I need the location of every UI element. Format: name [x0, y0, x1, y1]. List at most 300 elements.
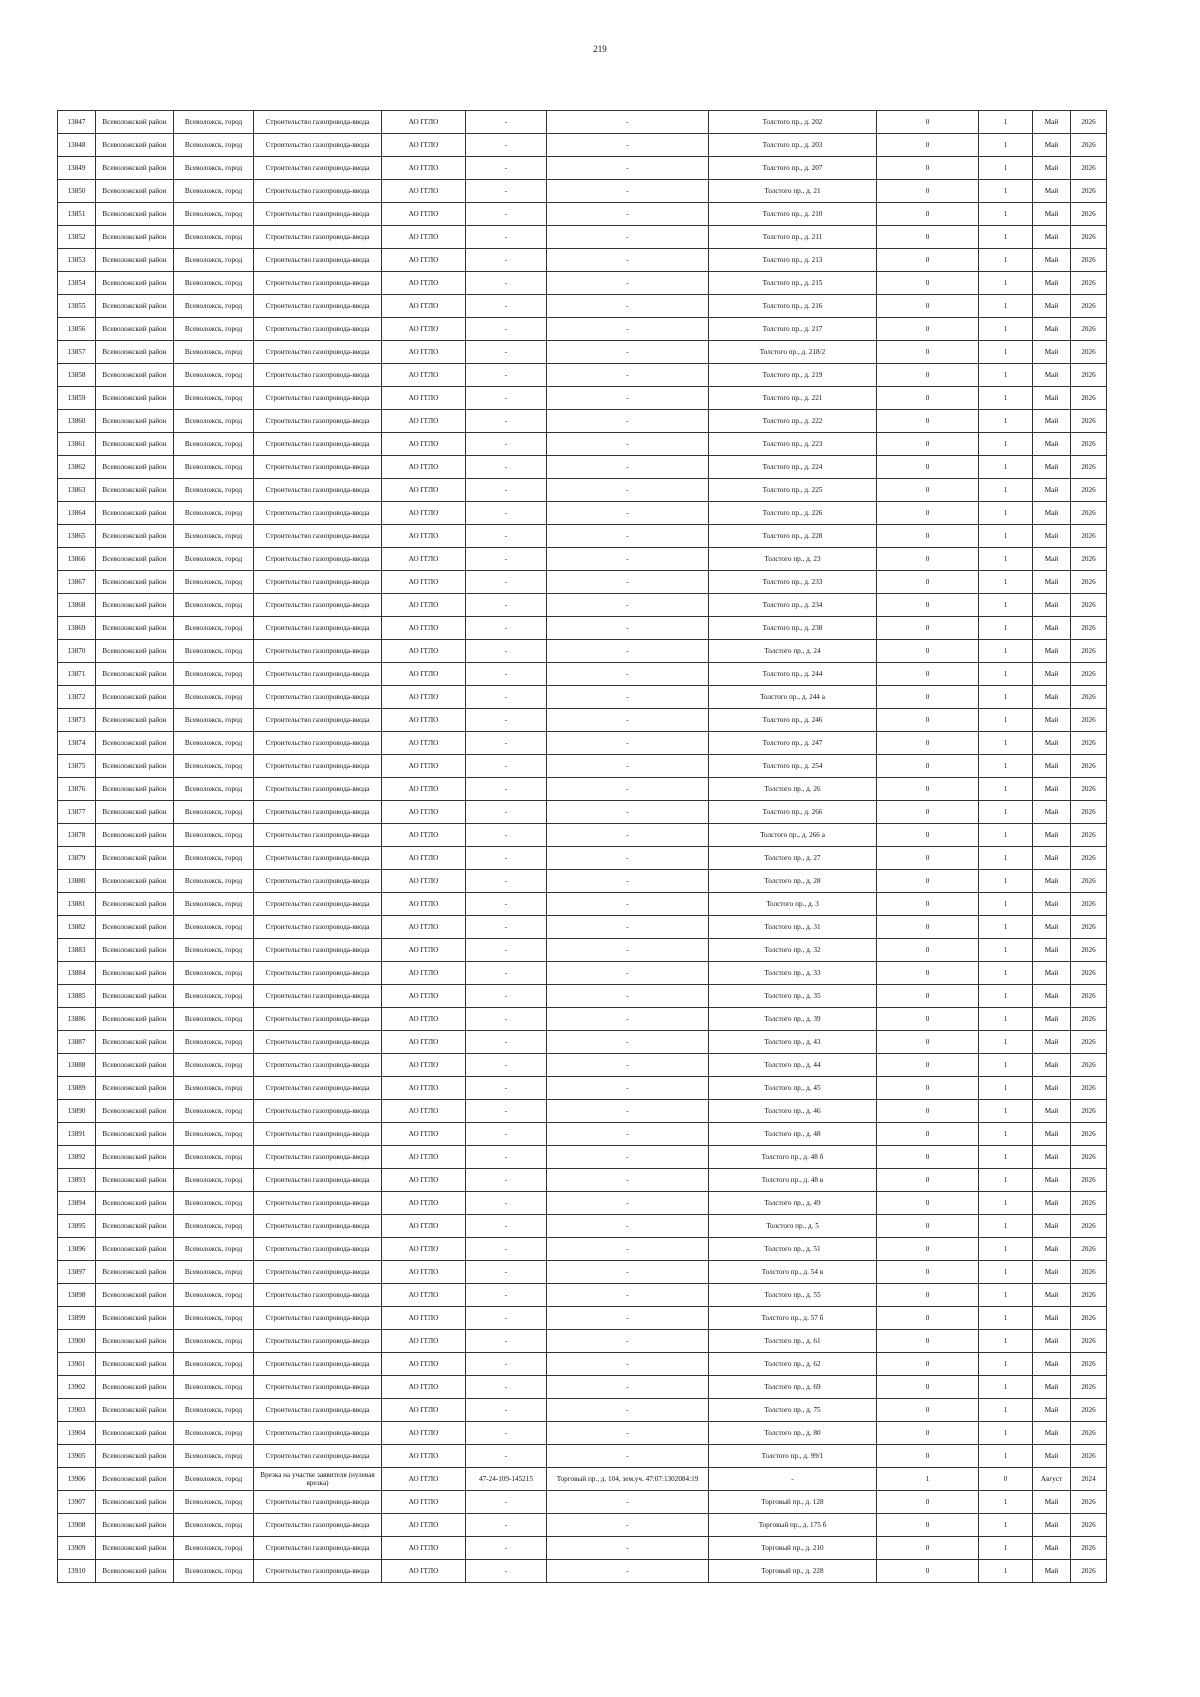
address-cell: Толстого пр., д. 3 — [709, 893, 877, 916]
row-number: 13910 — [58, 1560, 96, 1583]
work-type-cell: Строительство газопровода-ввода — [254, 1284, 382, 1307]
work-type-cell: Строительство газопровода-ввода — [254, 1008, 382, 1031]
application-number-cell: - — [466, 916, 547, 939]
month-cell: Май — [1033, 1491, 1071, 1514]
value-a-cell: 0 — [877, 341, 979, 364]
district-cell: Всеволожский район — [96, 502, 174, 525]
settlement-cell: Всеволожск, город — [174, 295, 254, 318]
application-number-cell: - — [466, 1537, 547, 1560]
month-cell: Май — [1033, 962, 1071, 985]
district-cell: Всеволожский район — [96, 778, 174, 801]
organization-cell: АО ГГЛО — [382, 318, 466, 341]
month-cell: Май — [1033, 456, 1071, 479]
address-cell: Толстого пр., д. 244 а — [709, 686, 877, 709]
year-cell: 2026 — [1071, 1169, 1107, 1192]
organization-cell: АО ГГЛО — [382, 640, 466, 663]
table-row — [58, 1445, 1107, 1468]
value-b-cell: 1 — [979, 916, 1033, 939]
month-cell: Май — [1033, 1284, 1071, 1307]
organization-cell: АО ГГЛО — [382, 1284, 466, 1307]
work-type-cell: Врезка на участке заявителя (нулевая врезка) — [254, 1468, 382, 1491]
year-cell: 2026 — [1071, 341, 1107, 364]
month-cell: Май — [1033, 1146, 1071, 1169]
work-type-cell: Строительство газопровода-ввода — [254, 1560, 382, 1583]
settlement-cell: Всеволожск, город — [174, 709, 254, 732]
work-type-cell: Строительство газопровода-ввода — [254, 1169, 382, 1192]
table-row — [58, 939, 1107, 962]
application-number-cell: - — [466, 893, 547, 916]
settlement-cell: Всеволожск, город — [174, 1537, 254, 1560]
value-a-cell: 0 — [877, 1100, 979, 1123]
address-cell: Торговый пр., д. 228 — [709, 1560, 877, 1583]
work-type-cell: Строительство газопровода-ввода — [254, 111, 382, 134]
year-cell: 2026 — [1071, 1445, 1107, 1468]
application-number-cell: - — [466, 1077, 547, 1100]
year-cell: 2026 — [1071, 1261, 1107, 1284]
work-type-cell: Строительство газопровода-ввода — [254, 479, 382, 502]
table-row — [58, 479, 1107, 502]
address-cell: Толстого пр., д. 45 — [709, 1077, 877, 1100]
year-cell: 2026 — [1071, 387, 1107, 410]
table-row — [58, 226, 1107, 249]
work-type-cell: Строительство газопровода-ввода — [254, 1399, 382, 1422]
year-cell: 2026 — [1071, 1100, 1107, 1123]
row-number: 13855 — [58, 295, 96, 318]
row-number: 13897 — [58, 1261, 96, 1284]
address-cell: Толстого пр., д. 244 — [709, 663, 877, 686]
row-number: 13904 — [58, 1422, 96, 1445]
district-cell: Всеволожский район — [96, 249, 174, 272]
application-number-cell: - — [466, 1146, 547, 1169]
value-b-cell: 1 — [979, 272, 1033, 295]
table-row — [58, 525, 1107, 548]
organization-cell: АО ГГЛО — [382, 249, 466, 272]
year-cell: 2026 — [1071, 663, 1107, 686]
year-cell: 2026 — [1071, 479, 1107, 502]
row-number: 13886 — [58, 1008, 96, 1031]
value-b-cell: 1 — [979, 870, 1033, 893]
address-cell: Толстого пр., д. 266 а — [709, 824, 877, 847]
organization-cell: АО ГГЛО — [382, 272, 466, 295]
address-cell: Толстого пр., д. 246 — [709, 709, 877, 732]
row-number: 13869 — [58, 617, 96, 640]
year-cell: 2026 — [1071, 111, 1107, 134]
value-a-cell: 0 — [877, 1054, 979, 1077]
work-type-cell: Строительство газопровода-ввода — [254, 801, 382, 824]
row-number: 13892 — [58, 1146, 96, 1169]
application-number-cell: - — [466, 778, 547, 801]
table-row — [58, 663, 1107, 686]
organization-cell: АО ГГЛО — [382, 1514, 466, 1537]
organization-cell: АО ГГЛО — [382, 479, 466, 502]
value-b-cell: 1 — [979, 1215, 1033, 1238]
year-cell: 2026 — [1071, 1307, 1107, 1330]
year-cell: 2026 — [1071, 916, 1107, 939]
table-row — [58, 341, 1107, 364]
settlement-cell: Всеволожск, город — [174, 778, 254, 801]
table-row — [58, 1422, 1107, 1445]
year-cell: 2026 — [1071, 502, 1107, 525]
application-number-cell: - — [466, 870, 547, 893]
value-a-cell: 0 — [877, 1514, 979, 1537]
location-cell: - — [547, 272, 709, 295]
settlement-cell: Всеволожск, город — [174, 939, 254, 962]
address-cell: Толстого пр., д. 44 — [709, 1054, 877, 1077]
table-row — [58, 824, 1107, 847]
organization-cell: АО ГГЛО — [382, 1445, 466, 1468]
address-cell: Толстого пр., д. 32 — [709, 939, 877, 962]
table-row — [58, 1514, 1107, 1537]
value-b-cell: 1 — [979, 525, 1033, 548]
application-number-cell: - — [466, 1445, 547, 1468]
organization-cell: АО ГГЛО — [382, 594, 466, 617]
location-cell: - — [547, 686, 709, 709]
table-row — [58, 1054, 1107, 1077]
settlement-cell: Всеволожск, город — [174, 1192, 254, 1215]
value-b-cell: 1 — [979, 732, 1033, 755]
table-row — [58, 318, 1107, 341]
organization-cell: АО ГГЛО — [382, 1146, 466, 1169]
value-a-cell: 0 — [877, 686, 979, 709]
row-number: 13862 — [58, 456, 96, 479]
value-b-cell: 1 — [979, 1192, 1033, 1215]
month-cell: Май — [1033, 1169, 1071, 1192]
year-cell: 2026 — [1071, 962, 1107, 985]
address-cell: Толстого пр., д. 46 — [709, 1100, 877, 1123]
year-cell: 2026 — [1071, 1031, 1107, 1054]
district-cell: Всеволожский район — [96, 157, 174, 180]
value-a-cell: 0 — [877, 1284, 979, 1307]
table-row — [58, 732, 1107, 755]
month-cell: Май — [1033, 916, 1071, 939]
year-cell: 2026 — [1071, 1399, 1107, 1422]
value-b-cell: 1 — [979, 1100, 1033, 1123]
work-type-cell: Строительство газопровода-ввода — [254, 1261, 382, 1284]
row-number: 13873 — [58, 709, 96, 732]
work-type-cell: Строительство газопровода-ввода — [254, 456, 382, 479]
application-number-cell: - — [466, 939, 547, 962]
settlement-cell: Всеволожск, город — [174, 226, 254, 249]
settlement-cell: Всеволожск, город — [174, 1215, 254, 1238]
year-cell: 2026 — [1071, 226, 1107, 249]
value-b-cell: 1 — [979, 318, 1033, 341]
value-a-cell: 0 — [877, 134, 979, 157]
value-a-cell: 0 — [877, 1491, 979, 1514]
district-cell: Всеволожский район — [96, 801, 174, 824]
year-cell: 2026 — [1071, 640, 1107, 663]
year-cell: 2026 — [1071, 594, 1107, 617]
settlement-cell: Всеволожск, город — [174, 1146, 254, 1169]
address-cell: Толстого пр., д. 99/1 — [709, 1445, 877, 1468]
application-number-cell: - — [466, 709, 547, 732]
year-cell: 2026 — [1071, 1330, 1107, 1353]
row-number: 13872 — [58, 686, 96, 709]
table-row — [58, 1100, 1107, 1123]
year-cell: 2026 — [1071, 295, 1107, 318]
year-cell: 2026 — [1071, 272, 1107, 295]
value-a-cell: 0 — [877, 226, 979, 249]
address-cell: Толстого пр., д. 219 — [709, 364, 877, 387]
year-cell: 2026 — [1071, 571, 1107, 594]
district-cell: Всеволожский район — [96, 1330, 174, 1353]
month-cell: Май — [1033, 985, 1071, 1008]
table-row — [58, 893, 1107, 916]
address-cell: Толстого пр., д. 28 — [709, 870, 877, 893]
district-cell: Всеволожский район — [96, 709, 174, 732]
value-b-cell: 1 — [979, 1514, 1033, 1537]
settlement-cell: Всеволожск, город — [174, 1445, 254, 1468]
work-type-cell: Строительство газопровода-ввода — [254, 594, 382, 617]
settlement-cell: Всеволожск, город — [174, 870, 254, 893]
table-row — [58, 617, 1107, 640]
settlement-cell: Всеволожск, город — [174, 893, 254, 916]
table-row — [58, 1307, 1107, 1330]
table-row — [58, 778, 1107, 801]
value-b-cell: 1 — [979, 203, 1033, 226]
table-row — [58, 1491, 1107, 1514]
row-number: 13896 — [58, 1238, 96, 1261]
district-cell: Всеволожский район — [96, 985, 174, 1008]
address-cell: Толстого пр., д. 48 б — [709, 1146, 877, 1169]
application-number-cell: - — [466, 1399, 547, 1422]
row-number: 13889 — [58, 1077, 96, 1100]
value-a-cell: 0 — [877, 594, 979, 617]
year-cell: 2026 — [1071, 801, 1107, 824]
month-cell: Май — [1033, 709, 1071, 732]
month-cell: Август — [1033, 1468, 1071, 1491]
table-row — [58, 387, 1107, 410]
district-cell: Всеволожский район — [96, 1307, 174, 1330]
settlement-cell: Всеволожск, город — [174, 249, 254, 272]
district-cell: Всеволожский район — [96, 847, 174, 870]
month-cell: Май — [1033, 1376, 1071, 1399]
district-cell: Всеволожский район — [96, 1376, 174, 1399]
value-a-cell: 0 — [877, 916, 979, 939]
application-number-cell: - — [466, 732, 547, 755]
month-cell: Май — [1033, 295, 1071, 318]
organization-cell: АО ГГЛО — [382, 1261, 466, 1284]
organization-cell: АО ГГЛО — [382, 985, 466, 1008]
work-type-cell: Строительство газопровода-ввода — [254, 364, 382, 387]
value-a-cell: 0 — [877, 456, 979, 479]
year-cell: 2026 — [1071, 778, 1107, 801]
district-cell: Всеволожский район — [96, 1514, 174, 1537]
year-cell: 2026 — [1071, 1123, 1107, 1146]
application-number-cell: 47-24-109-145215 — [466, 1468, 547, 1491]
application-number-cell: - — [466, 249, 547, 272]
address-cell: Толстого пр., д. 226 — [709, 502, 877, 525]
application-number-cell: - — [466, 1560, 547, 1583]
application-number-cell: - — [466, 364, 547, 387]
location-cell: - — [547, 617, 709, 640]
value-b-cell: 1 — [979, 893, 1033, 916]
table-row — [58, 1468, 1107, 1491]
settlement-cell: Всеволожск, город — [174, 318, 254, 341]
district-cell: Всеволожский район — [96, 617, 174, 640]
settlement-cell: Всеволожск, город — [174, 1169, 254, 1192]
value-a-cell: 0 — [877, 180, 979, 203]
location-cell: - — [547, 364, 709, 387]
value-a-cell: 0 — [877, 1146, 979, 1169]
location-cell: - — [547, 1100, 709, 1123]
address-cell: Толстого пр., д. 48 — [709, 1123, 877, 1146]
application-number-cell: - — [466, 272, 547, 295]
month-cell: Май — [1033, 755, 1071, 778]
month-cell: Май — [1033, 640, 1071, 663]
value-b-cell: 1 — [979, 1376, 1033, 1399]
month-cell: Май — [1033, 1399, 1071, 1422]
settlement-cell: Всеволожск, город — [174, 203, 254, 226]
location-cell: Торговый пр., д. 104, зем.уч. 47:07:1302084:19 — [547, 1468, 709, 1491]
organization-cell: АО ГГЛО — [382, 341, 466, 364]
settlement-cell: Всеволожск, город — [174, 1031, 254, 1054]
application-number-cell: - — [466, 824, 547, 847]
location-cell: - — [547, 1376, 709, 1399]
row-number: 13868 — [58, 594, 96, 617]
value-a-cell: 0 — [877, 1169, 979, 1192]
location-cell: - — [547, 1284, 709, 1307]
organization-cell: АО ГГЛО — [382, 1238, 466, 1261]
work-type-cell: Строительство газопровода-ввода — [254, 778, 382, 801]
address-cell: Торговый пр., д. 175 б — [709, 1514, 877, 1537]
district-cell: Всеволожский район — [96, 1077, 174, 1100]
district-cell: Всеволожский район — [96, 663, 174, 686]
year-cell: 2026 — [1071, 1054, 1107, 1077]
organization-cell: АО ГГЛО — [382, 1077, 466, 1100]
value-b-cell: 1 — [979, 1146, 1033, 1169]
value-a-cell: 0 — [877, 548, 979, 571]
district-cell: Всеволожский район — [96, 1238, 174, 1261]
table-row — [58, 134, 1107, 157]
table-row — [58, 1123, 1107, 1146]
organization-cell: АО ГГЛО — [382, 1560, 466, 1583]
row-number: 13874 — [58, 732, 96, 755]
application-number-cell: - — [466, 1307, 547, 1330]
value-a-cell: 0 — [877, 157, 979, 180]
organization-cell: АО ГГЛО — [382, 1100, 466, 1123]
location-cell: - — [547, 1238, 709, 1261]
month-cell: Май — [1033, 1123, 1071, 1146]
work-type-cell: Строительство газопровода-ввода — [254, 1146, 382, 1169]
location-cell: - — [547, 732, 709, 755]
value-a-cell: 0 — [877, 640, 979, 663]
table-row — [58, 157, 1107, 180]
month-cell: Май — [1033, 1261, 1071, 1284]
year-cell: 2026 — [1071, 1215, 1107, 1238]
location-cell: - — [547, 571, 709, 594]
organization-cell: АО ГГЛО — [382, 134, 466, 157]
month-cell: Май — [1033, 341, 1071, 364]
table-row — [58, 1215, 1107, 1238]
month-cell: Май — [1033, 939, 1071, 962]
organization-cell: АО ГГЛО — [382, 203, 466, 226]
value-b-cell: 1 — [979, 1008, 1033, 1031]
location-cell: - — [547, 1169, 709, 1192]
application-number-cell: - — [466, 594, 547, 617]
organization-cell: АО ГГЛО — [382, 1123, 466, 1146]
table-row — [58, 1376, 1107, 1399]
location-cell: - — [547, 157, 709, 180]
address-cell: Толстого пр., д. 238 — [709, 617, 877, 640]
row-number: 13891 — [58, 1123, 96, 1146]
month-cell: Май — [1033, 364, 1071, 387]
location-cell: - — [547, 1123, 709, 1146]
organization-cell: АО ГГЛО — [382, 226, 466, 249]
location-cell: - — [547, 341, 709, 364]
month-cell: Май — [1033, 272, 1071, 295]
table-row — [58, 847, 1107, 870]
table-row — [58, 1192, 1107, 1215]
location-cell: - — [547, 1215, 709, 1238]
application-number-cell: - — [466, 1123, 547, 1146]
work-type-cell: Строительство газопровода-ввода — [254, 640, 382, 663]
organization-cell: АО ГГЛО — [382, 548, 466, 571]
address-cell: Толстого пр., д. 218/2 — [709, 341, 877, 364]
work-type-cell: Строительство газопровода-ввода — [254, 939, 382, 962]
district-cell: Всеволожский район — [96, 1491, 174, 1514]
table-row — [58, 1560, 1107, 1583]
year-cell: 2026 — [1071, 1077, 1107, 1100]
work-type-cell: Строительство газопровода-ввода — [254, 180, 382, 203]
table-row — [58, 295, 1107, 318]
year-cell: 2026 — [1071, 1560, 1107, 1583]
location-cell: - — [547, 1399, 709, 1422]
location-cell: - — [547, 1192, 709, 1215]
location-cell: - — [547, 226, 709, 249]
value-a-cell: 0 — [877, 1077, 979, 1100]
settlement-cell: Всеволожск, город — [174, 1491, 254, 1514]
value-a-cell: 0 — [877, 387, 979, 410]
month-cell: Май — [1033, 203, 1071, 226]
location-cell: - — [547, 410, 709, 433]
value-a-cell: 0 — [877, 824, 979, 847]
address-cell: Толстого пр., д. 49 — [709, 1192, 877, 1215]
organization-cell: АО ГГЛО — [382, 502, 466, 525]
year-cell: 2026 — [1071, 1008, 1107, 1031]
application-number-cell: - — [466, 318, 547, 341]
value-a-cell: 0 — [877, 1353, 979, 1376]
district-cell: Всеволожский район — [96, 1468, 174, 1491]
application-number-cell: - — [466, 1215, 547, 1238]
settlement-cell: Всеволожск, город — [174, 387, 254, 410]
value-b-cell: 1 — [979, 686, 1033, 709]
location-cell: - — [547, 1353, 709, 1376]
row-number: 13858 — [58, 364, 96, 387]
table-row — [58, 571, 1107, 594]
address-cell: Толстого пр., д. 5 — [709, 1215, 877, 1238]
district-cell: Всеволожский район — [96, 755, 174, 778]
year-cell: 2026 — [1071, 939, 1107, 962]
application-number-cell: - — [466, 433, 547, 456]
address-cell: Толстого пр., д. 35 — [709, 985, 877, 1008]
address-cell: Толстого пр., д. 213 — [709, 249, 877, 272]
row-number: 13879 — [58, 847, 96, 870]
application-number-cell: - — [466, 640, 547, 663]
value-b-cell: 1 — [979, 1537, 1033, 1560]
application-number-cell: - — [466, 456, 547, 479]
address-cell: Толстого пр., д. 23 — [709, 548, 877, 571]
year-cell: 2026 — [1071, 180, 1107, 203]
settlement-cell: Всеволожск, город — [174, 1560, 254, 1583]
month-cell: Май — [1033, 433, 1071, 456]
table-row — [58, 502, 1107, 525]
location-cell: - — [547, 387, 709, 410]
settlement-cell: Всеволожск, город — [174, 548, 254, 571]
row-number: 13860 — [58, 410, 96, 433]
month-cell: Май — [1033, 847, 1071, 870]
value-a-cell: 0 — [877, 663, 979, 686]
application-number-cell: - — [466, 203, 547, 226]
